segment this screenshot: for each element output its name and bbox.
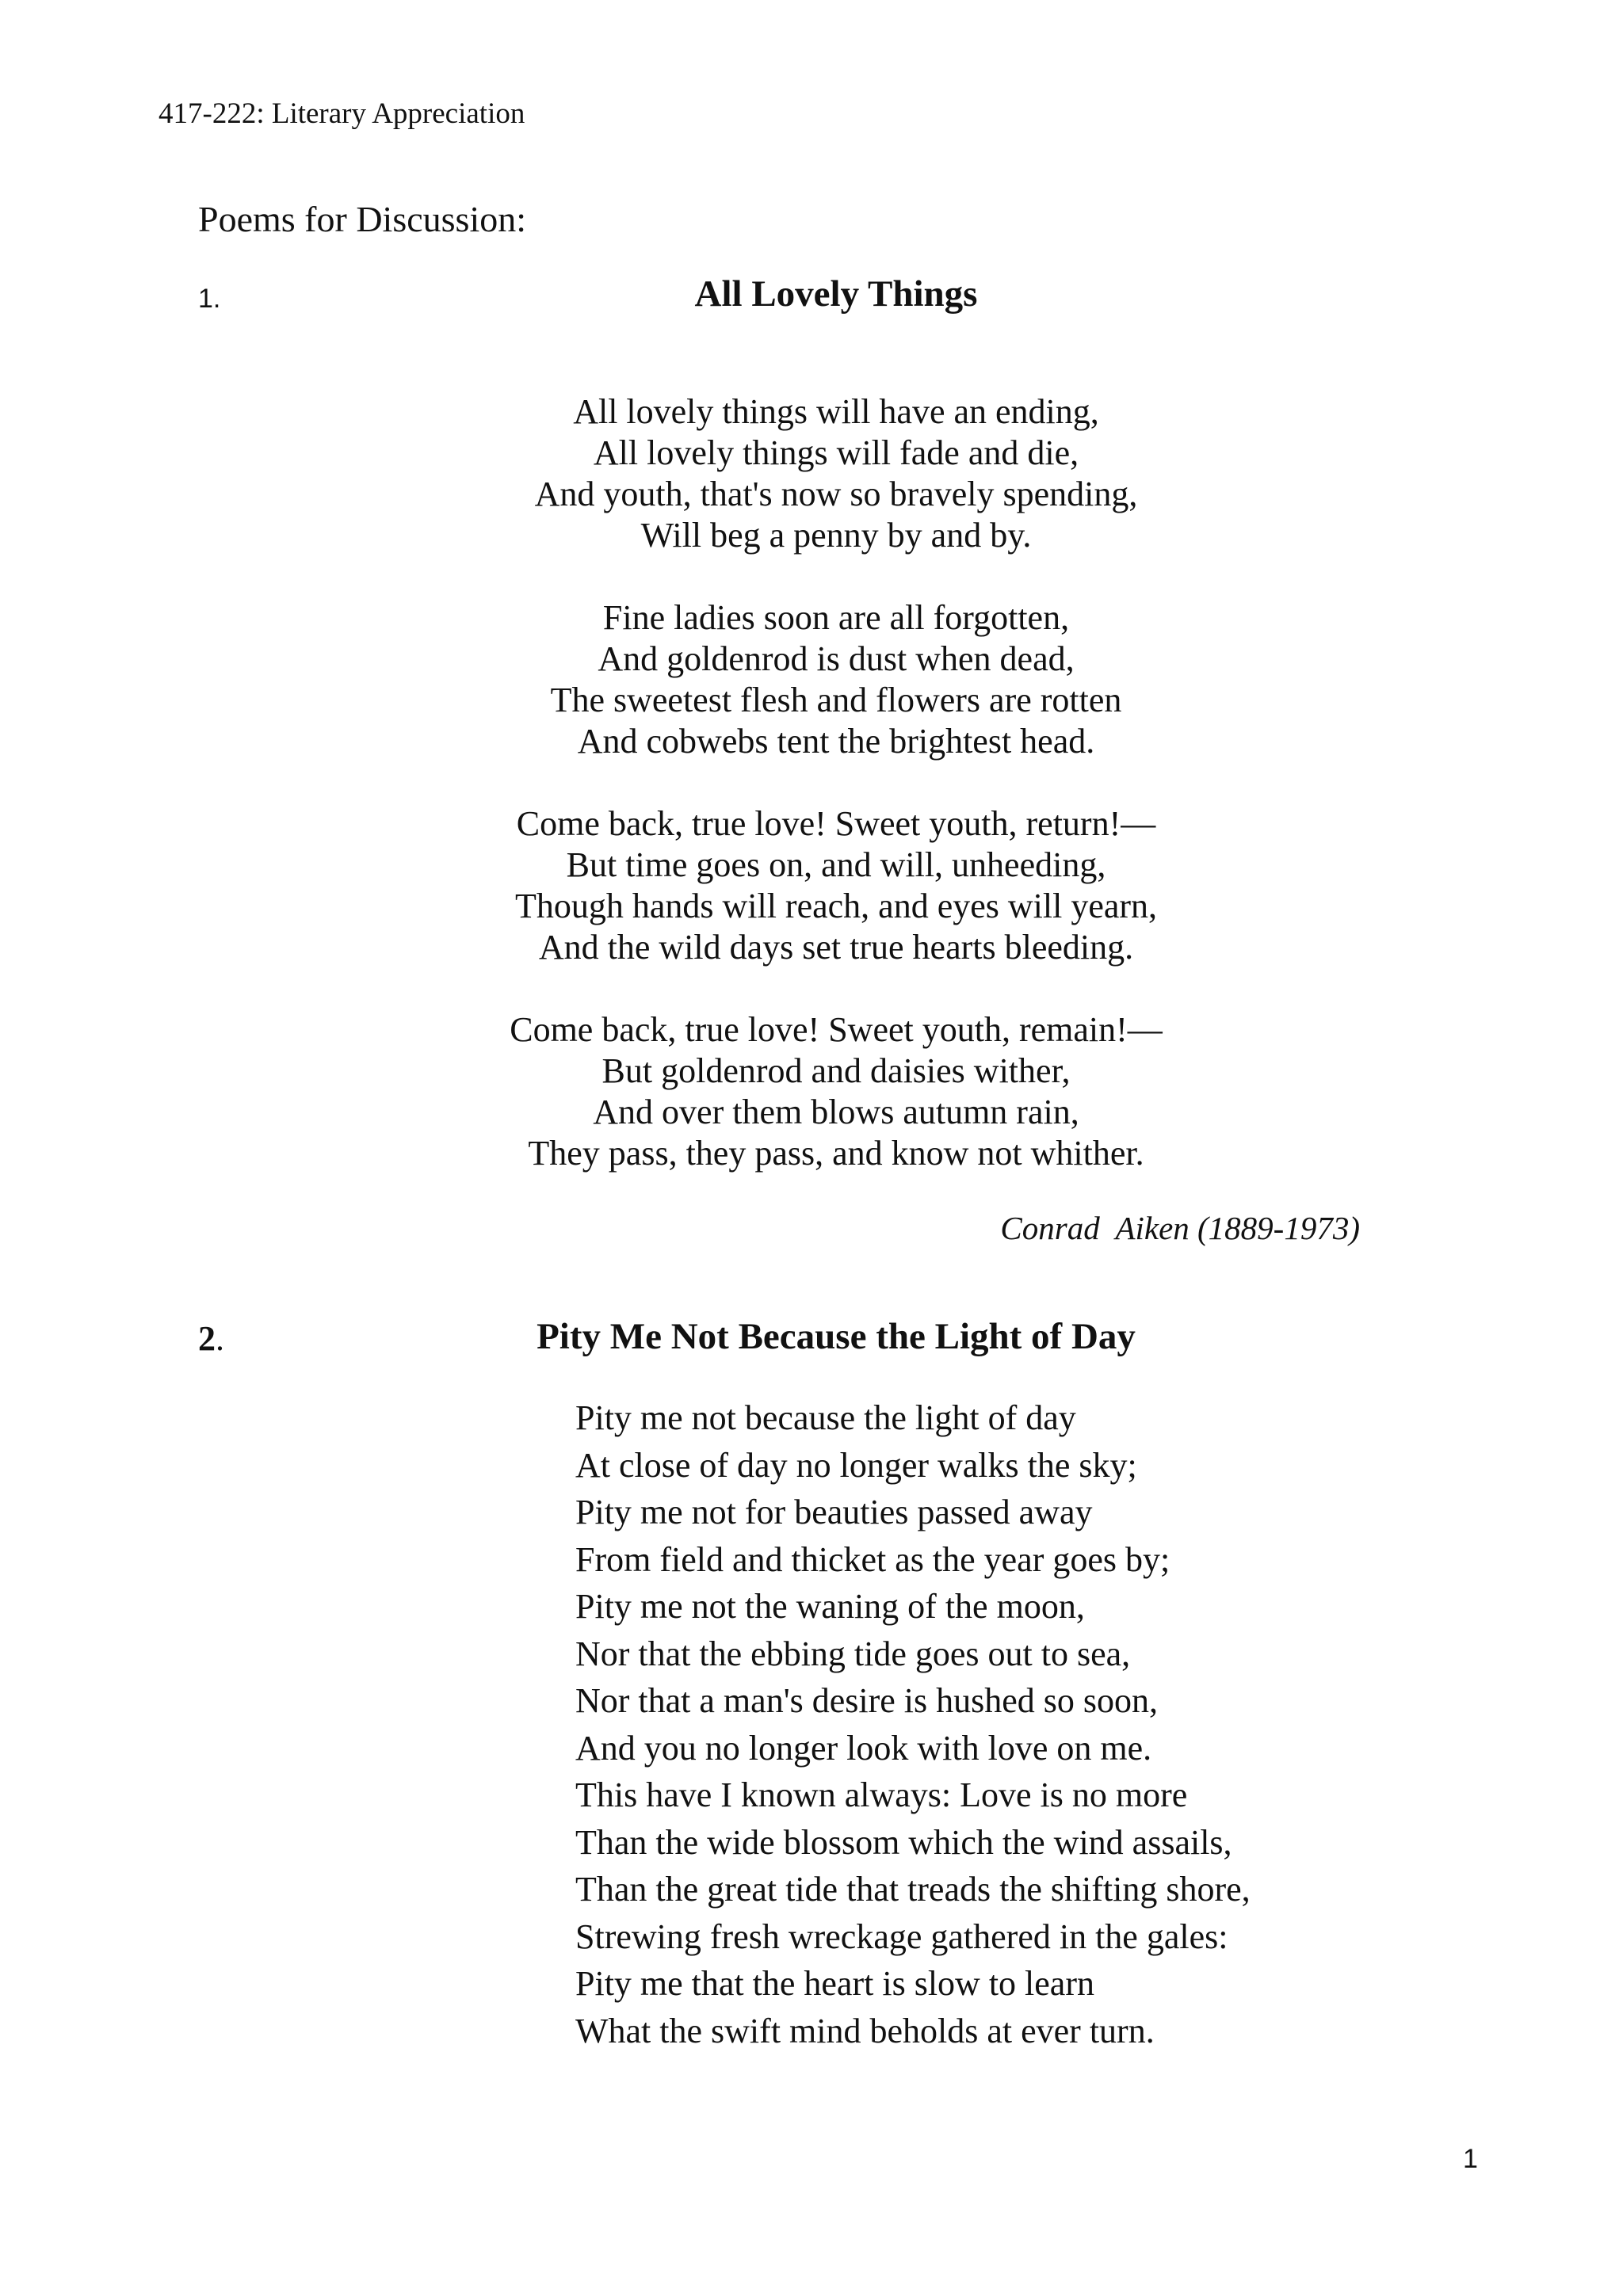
poem-1-title: All Lovely Things	[694, 273, 978, 315]
poem-line: Strewing fresh wreckage gathered in the gales:	[575, 1917, 1228, 1956]
poem-1-stanza-1	[0, 391, 1623, 556]
poem-2-number-suffix: .	[216, 1319, 224, 1358]
poem-line: At close of day no longer walks the sky;	[575, 1445, 1137, 1485]
poem-1-stanza-2	[0, 597, 1623, 762]
poem-2-title: Pity Me Not Because the Light of Day	[537, 1316, 1136, 1357]
poem-line: This have I known always: Love is no more	[575, 1775, 1188, 1814]
poem-line: From field and thicket as the year goes by;	[575, 1539, 1170, 1579]
poem-line: The sweetest flesh and flowers are rotten	[550, 681, 1122, 719]
poem-line: Pity me not for beauties passed away	[575, 1493, 1093, 1531]
poem-line: Will beg a penny by and by.	[640, 516, 1032, 555]
course-header: 417-222: Literary Appreciation	[158, 97, 525, 130]
poem-line: And the wild days set true hearts bleeding.	[538, 928, 1134, 967]
section-heading: Poems for Discussion:	[198, 199, 526, 239]
poem-2-body	[575, 1394, 1251, 2054]
poem-line: And over them blows autumn rain,	[593, 1093, 1079, 1131]
poem-line: What the swift mind beholds at ever turn.	[575, 2011, 1155, 2050]
poem-1-body	[0, 391, 1623, 1174]
poem-line: Pity me not because the light of day	[575, 1398, 1076, 1437]
poem-line: They pass, they pass, and know not whither.	[528, 1134, 1144, 1173]
poem-line: And you no longer look with love on me.	[575, 1728, 1152, 1768]
poem-line: Fine ladies soon are all forgotten,	[602, 598, 1070, 637]
poem-line: Pity me not the waning of the moon,	[575, 1587, 1085, 1626]
poem-line: Come back, true love! Sweet youth, return!—	[516, 804, 1156, 843]
poem-line: Nor that the ebbing tide goes out to sea,	[575, 1634, 1131, 1673]
poem-line: Nor that a man's desire is hushed so soon,	[575, 1681, 1159, 1720]
page-number: 1	[1463, 2144, 1478, 2174]
poem-line: Pity me that the heart is slow to learn	[575, 1964, 1094, 2003]
poem-line: And goldenrod is dust when dead,	[598, 639, 1075, 678]
poem-1-author: Conrad Aiken (1889-1973)	[1000, 1210, 1360, 1246]
poem-line: All lovely things will have an ending,	[573, 392, 1099, 431]
poem-line: Though hands will reach, and eyes will yearn,	[514, 887, 1158, 925]
poem-1-stanza-4	[0, 1009, 1623, 1174]
poem-2-number-digit: 2	[198, 1319, 216, 1358]
poem-line: Than the wide blossom which the wind assails,	[575, 1822, 1232, 1862]
poem-line: But goldenrod and daisies wither,	[601, 1051, 1071, 1090]
poem-1-stanza-3	[0, 803, 1623, 968]
poem-line: Come back, true love! Sweet youth, remain!—	[510, 1010, 1163, 1049]
poem-1-number: 1.	[198, 284, 221, 314]
poem-line: And youth, that's now so bravely spending,	[534, 475, 1138, 513]
poem-line: And cobwebs tent the brightest head.	[577, 722, 1095, 761]
poem-line: All lovely things will fade and die,	[593, 433, 1079, 472]
poem-line: But time goes on, and will, unheeding,	[566, 845, 1106, 884]
poem-line: Than the great tide that treads the shifting shore,	[575, 1870, 1251, 1909]
